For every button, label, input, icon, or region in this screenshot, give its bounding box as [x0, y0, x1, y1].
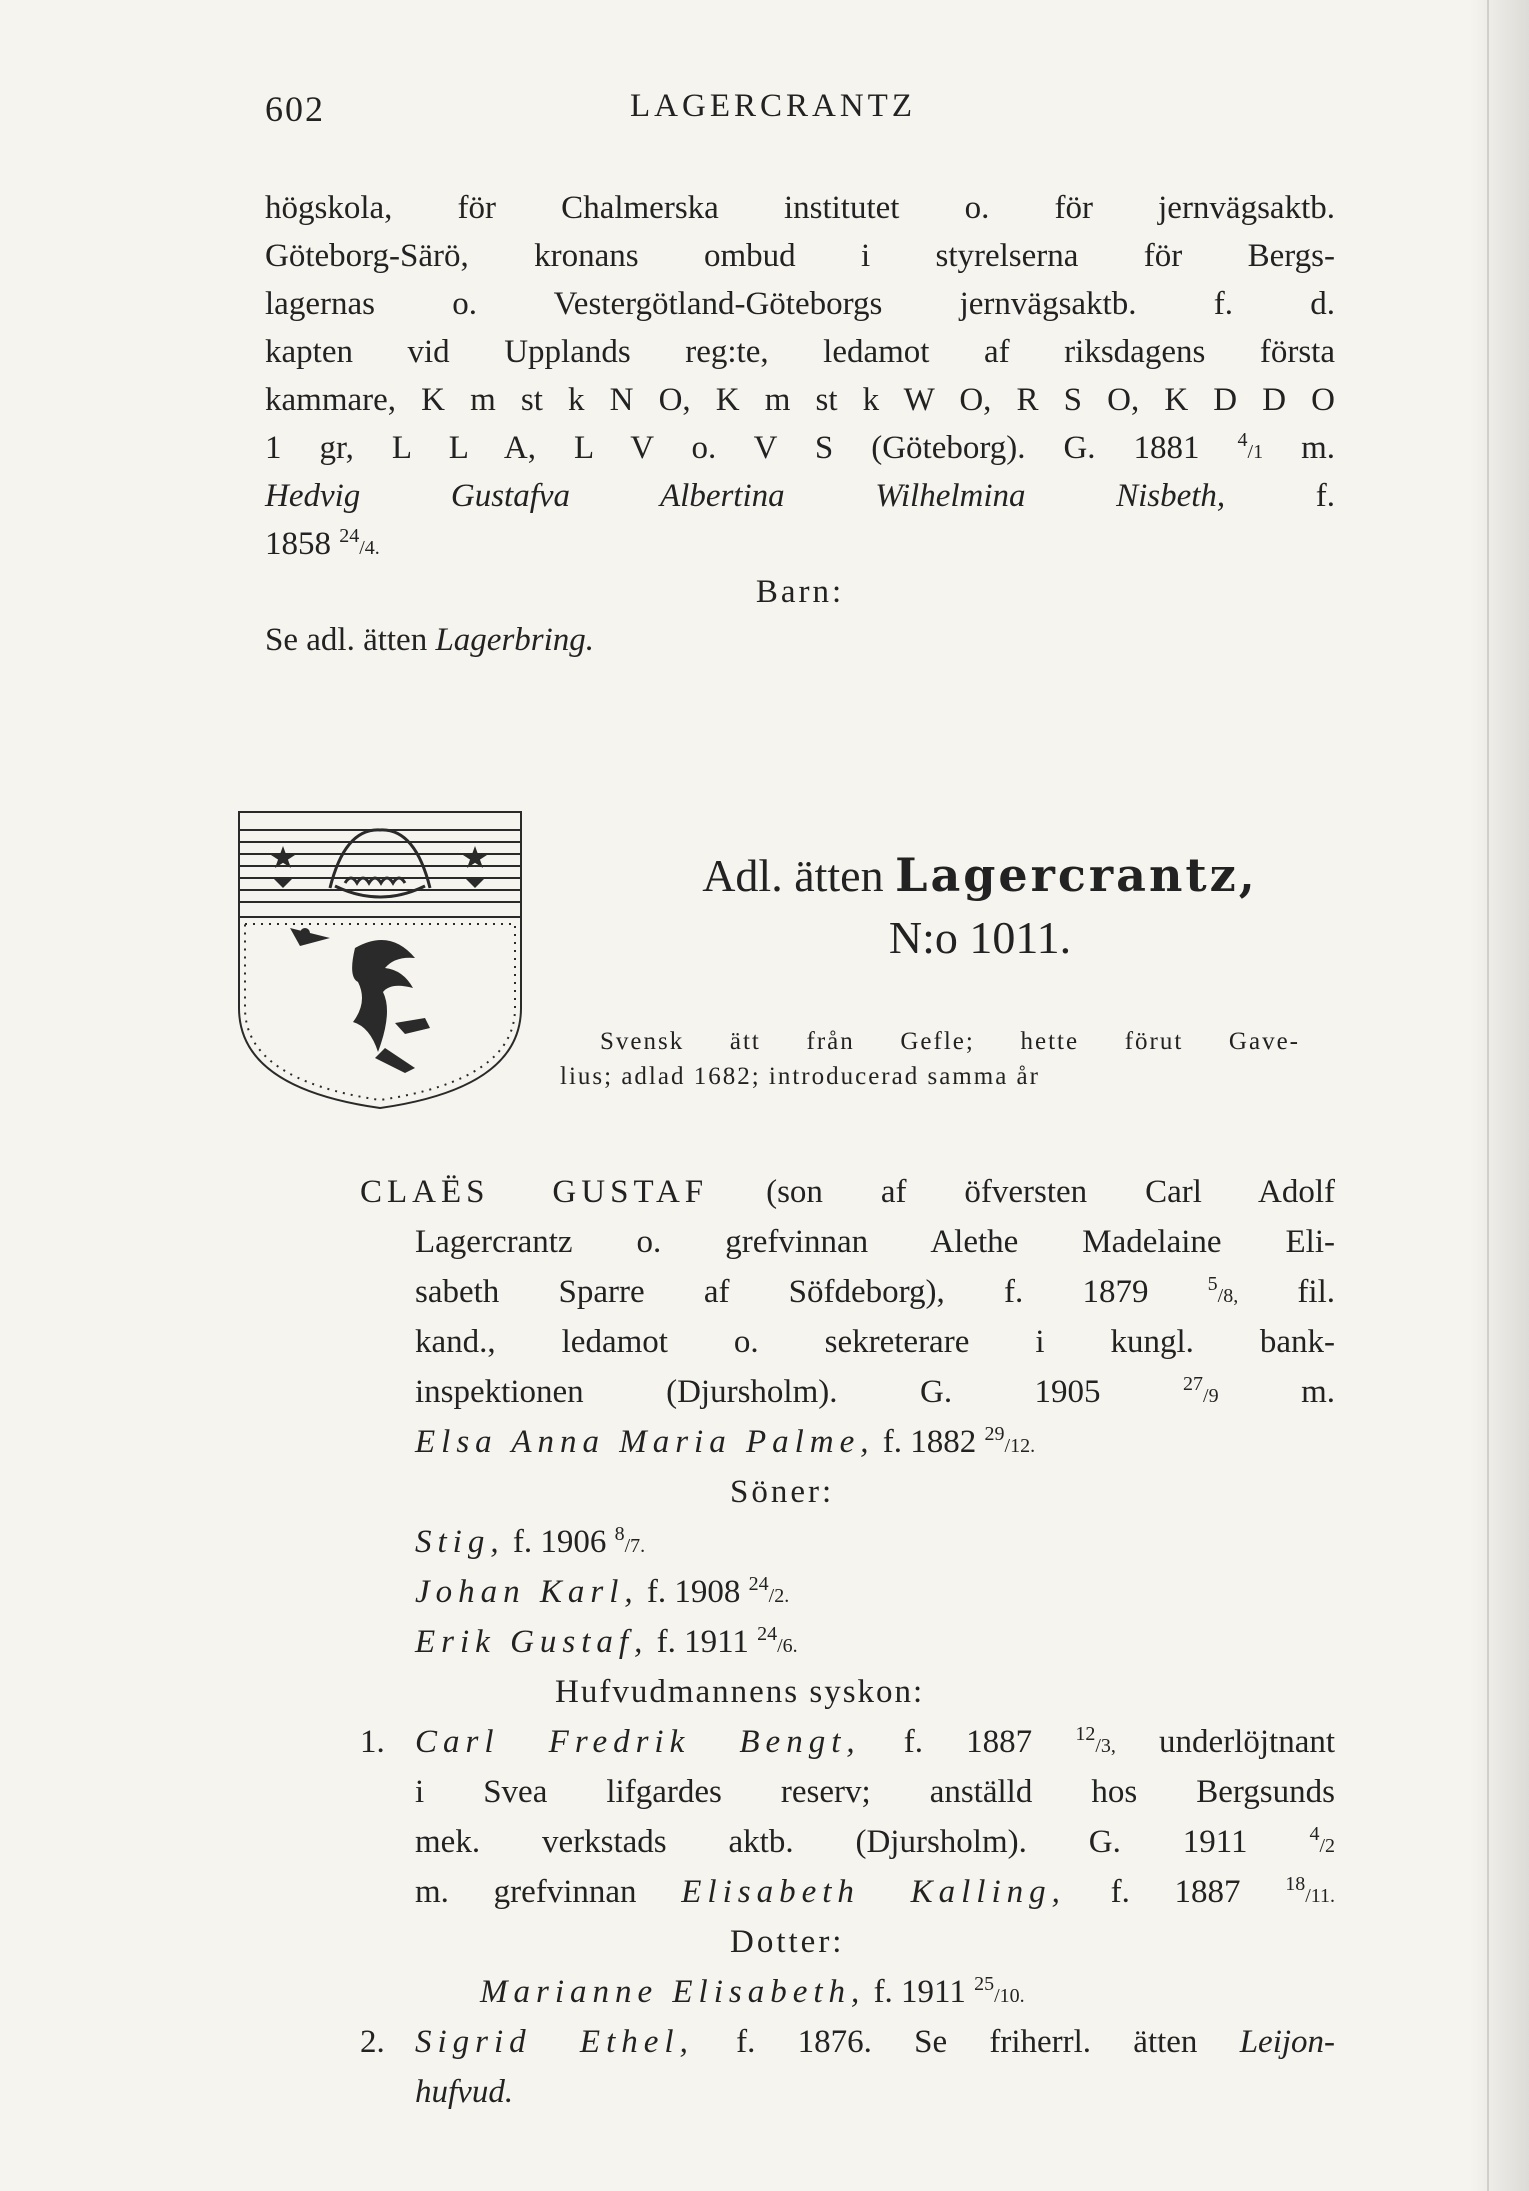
text-line: mek. verkstads aktb. (Djursholm). G. 1911 $^4$/2: [415, 1823, 1336, 1860]
coat-of-arms-image: [235, 808, 525, 1118]
siblings-heading: Hufvudmannens syskon:: [555, 1674, 925, 1710]
text-line: i Svea lifgardes reserv; anställd hos Bergsunds: [415, 1774, 1335, 1810]
text-line: Göteborg-Särö, kronans ombud i styrelserna för Bergs-: [265, 238, 1335, 274]
spouse-name: Elsa Anna Maria Palme,: [415, 1424, 875, 1460]
text-line: 1858 $^{24}$/4.: [265, 525, 380, 562]
marriage-text: G. 1881 $^4$/1 m.: [1063, 429, 1335, 466]
son-entry: Stig, f. 1906 $^8$/7.: [415, 1523, 646, 1560]
text-line: inspektionen (Djursholm). G. 1905 $^{27}$/9 m.: [415, 1373, 1336, 1410]
sibling-number: 2.: [360, 2024, 385, 2060]
text-line: sabeth Sparre af Söfdeborg), f. 1879 $^5$/8, fil.: [415, 1273, 1335, 1310]
daughter-entry: Marianne Elisabeth, f. 1911 $^{25}$/10.: [480, 1973, 1025, 2010]
daughter-heading: Dotter:: [730, 1924, 845, 1960]
text-line: Sigrid Ethel, f. 1876. Se friherrl. ätten Leijon-: [415, 2024, 1336, 2060]
text-line: [265, 426, 1335, 474]
text-line: kammare, K m st k N O, K m st k W O, R S O, K D D O: [265, 382, 1335, 418]
text-line: CLAËS GUSTAF (son af öfversten Carl Adolf: [360, 1174, 1335, 1210]
text-line: m. grefvinnan Elisabeth Kalling, f. 1887 $^{18}$/11.: [415, 1873, 1336, 1910]
scan-edge-line: [1487, 0, 1489, 2191]
family-title: Adl. ätten Lagercrantz,: [702, 848, 1258, 902]
honours-text: 1 gr, L L A, L V o. V S (Göteborg).: [265, 430, 1026, 466]
text-line: Elsa Anna Maria Palme, f. 1882 $^{29}$/12.: [415, 1423, 1036, 1460]
family-reference: Leijon-: [1239, 2024, 1336, 2060]
family-reference: hufvud.: [415, 2074, 514, 2110]
son-entry: Erik Gustaf, f. 1911 $^{24}$/6.: [415, 1623, 798, 1660]
family-note-line: Svensk ätt från Gefle; hette förut Gave-: [600, 1028, 1300, 1055]
text-line: Carl Fredrik Bengt, f. 1887 $^{12}$/3, underlöjtnant: [415, 1723, 1336, 1760]
spouse-name: Hedvig Gustafva Albertina Wilhelmina Nisbeth,: [265, 478, 1226, 514]
family-reference: Lagerbring.: [435, 622, 595, 658]
text-line: kand., ledamot o. sekreterare i kungl. bank-: [415, 1324, 1335, 1360]
running-title: LAGERCRANTZ: [630, 88, 916, 124]
spouse-name: Elisabeth Kalling,: [681, 1874, 1066, 1910]
head-name: CLAËS GUSTAF: [360, 1174, 709, 1210]
text-line: lagernas o. Vestergötland-Göteborgs jernvägsaktb. f. d.: [265, 286, 1335, 322]
sibling-name: Carl Fredrik Bengt,: [415, 1724, 861, 1760]
scan-edge-shadow: [1469, 0, 1529, 2191]
children-heading: Barn:: [755, 574, 845, 610]
family-note-line: lius; adlad 1682; introducerad samma år: [560, 1063, 1040, 1090]
page-number: 602: [265, 89, 325, 129]
son-entry: Johan Karl, f. 1908 $^{24}$/2.: [415, 1573, 790, 1610]
text-line: Lagercrantz o. grefvinnan Alethe Madelaine Eli-: [415, 1224, 1335, 1260]
family-number: N:o 1011.: [888, 912, 1072, 963]
text-line: kapten vid Upplands reg:te, ledamot af riksdagens första: [265, 334, 1335, 370]
sibling-name: Sigrid Ethel,: [415, 2024, 694, 2060]
sibling-number: 1.: [360, 1724, 385, 1760]
text-line: Se adl. ätten Lagerbring.: [265, 622, 595, 658]
text-line: [415, 2070, 1335, 2114]
text-line: högskola, för Chalmerska institutet o. för jernvägsaktb.: [265, 190, 1335, 226]
text-line: Hedvig Gustafva Albertina Wilhelmina Nisbeth, f.: [265, 478, 1336, 514]
sons-heading: Söner:: [730, 1474, 835, 1510]
family-name: Lagercrantz,: [895, 848, 1258, 902]
